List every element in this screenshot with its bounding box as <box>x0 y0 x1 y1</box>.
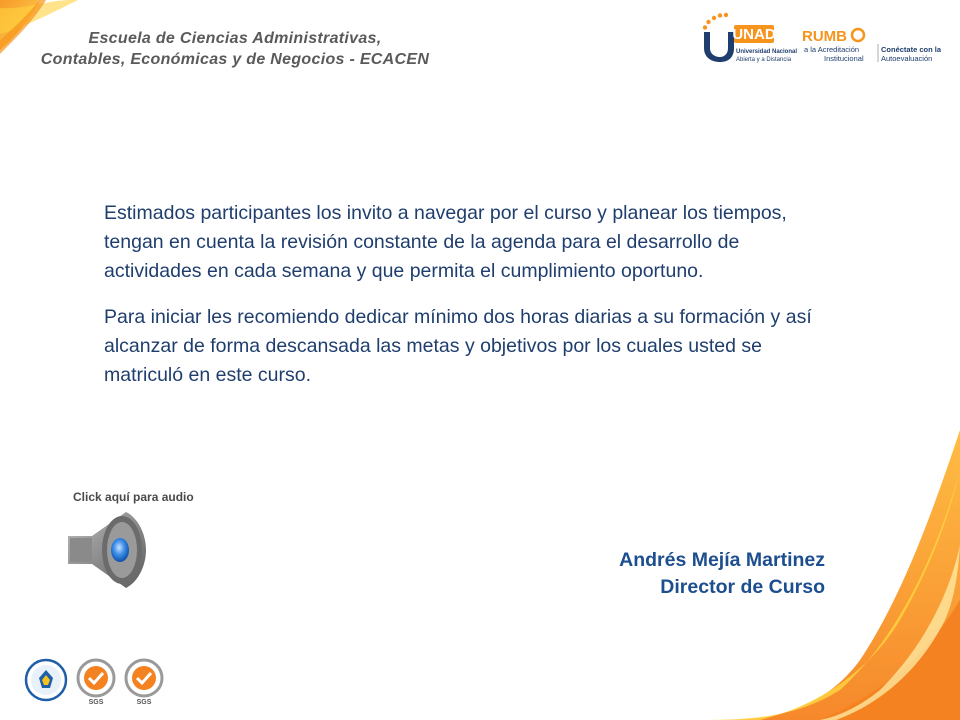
director-role: Director de Curso <box>660 576 825 598</box>
quality-seal-icon <box>26 660 66 700</box>
svg-text:Autoevaluación: Autoevaluación <box>881 54 933 63</box>
svg-text:SGS: SGS <box>88 699 104 706</box>
unad-logo <box>700 12 798 74</box>
rumbo-acreditacion-logo <box>802 26 952 66</box>
svg-text:Universidad Nacional: Universidad Nacional <box>736 49 798 55</box>
svg-text:UNAD: UNAD <box>732 26 776 43</box>
message-paragraph-1: Estimados participantes los invito a navegar por el curso y planear los tiempos, tengan en cuenta la revisión constante de la agenda para el desarrollo de actividades en cada semana y que permita el cumplimiento oportuno. <box>104 202 787 282</box>
svg-text:Abierta y a Distancia: Abierta y a Distancia <box>736 57 792 63</box>
title-line-1: Escuela de Ciencias Administrativas, <box>88 30 382 47</box>
sgs-certification-badge-1 <box>78 660 114 706</box>
svg-text:a la Acreditación: a la Acreditación <box>804 45 860 54</box>
svg-text:Institucional: Institucional <box>824 54 864 63</box>
page-title <box>0 28 470 70</box>
audio-label: Click aquí para audio <box>73 490 194 504</box>
certification-logos <box>22 656 172 706</box>
speaker-icon[interactable] <box>64 506 152 594</box>
svg-text:Conéctate con la: Conéctate con la <box>881 45 942 54</box>
signature-block <box>619 547 825 601</box>
director-name: Andrés Mejía Martinez <box>619 549 825 571</box>
svg-text:SGS: SGS <box>136 699 152 706</box>
svg-text:RUMB: RUMB <box>802 28 847 45</box>
title-line-2: Contables, Económicas y de Negocios - ECACEN <box>40 51 430 68</box>
message-paragraph-2: Para iniciar les recomiendo dedicar mínimo dos horas diarias a su formación y así alcanzar de forma descansada las metas y objetivos por los cuales usted se matriculó en este curso. <box>104 306 812 386</box>
sgs-certification-badge-2 <box>126 660 162 706</box>
message-body <box>104 199 824 408</box>
